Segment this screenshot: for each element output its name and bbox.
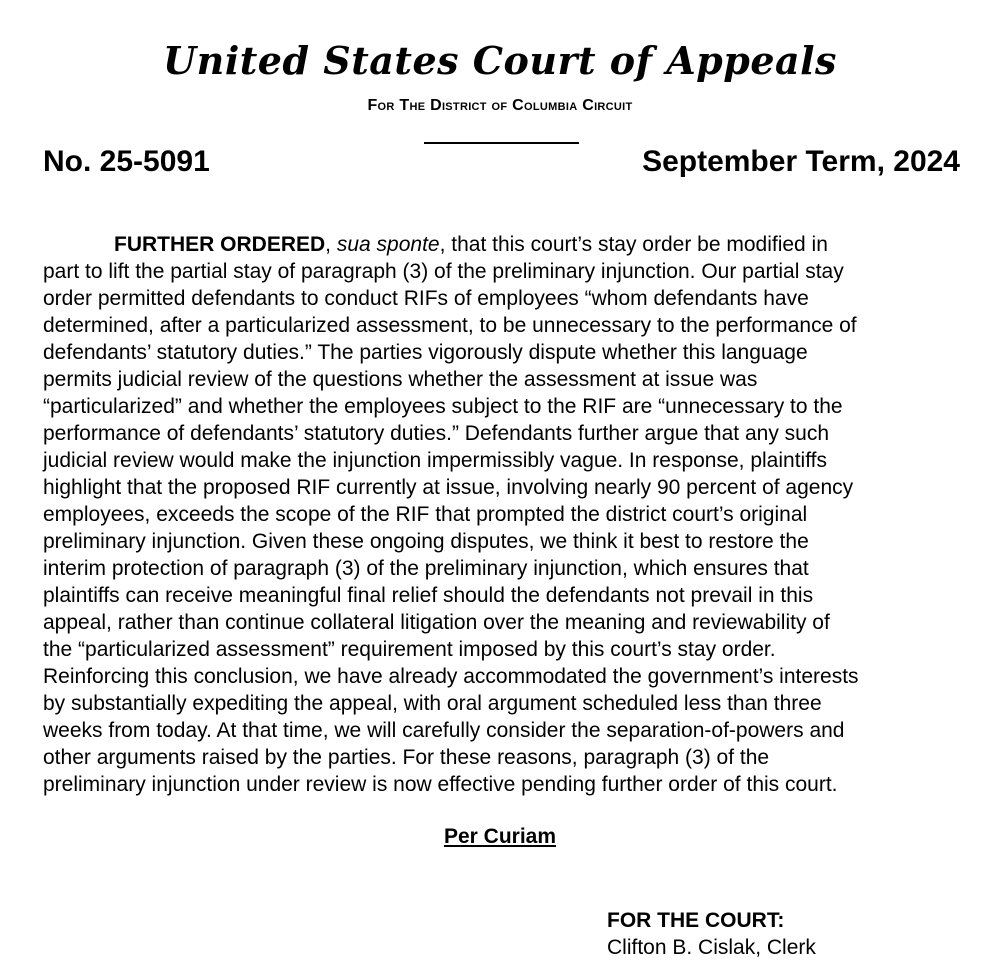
header-divider — [424, 142, 579, 144]
order-lead-comma: , — [325, 233, 337, 256]
order-line: appeal, rather than continue collateral litigation over the meaning and reviewability of — [43, 611, 830, 634]
order-line: preliminary injunction. Given these ongoing disputes, we think it best to restore the — [43, 530, 809, 553]
for-the-court-label: FOR THE COURT: — [607, 909, 785, 932]
order-line: other arguments raised by the parties. For these reasons, paragraph (3) of the — [43, 746, 770, 769]
order-line: employees, exceeds the scope of the RIF that prompted the district court’s original — [43, 503, 808, 526]
order-line: determined, after a particularized assessment, to be unnecessary to the performance of — [43, 314, 857, 337]
order-line: by substantially expediting the appeal, with oral argument scheduled less than three — [43, 692, 822, 715]
order-line — [43, 231, 968, 258]
court-term: September Term, 2024 — [642, 145, 960, 178]
case-number: No. 25-5091 — [43, 145, 210, 178]
court-name: United States Court of Appeals — [163, 38, 837, 83]
order-line: “particularized” and whether the employees subject to the RIF are “unnecessary to the — [43, 395, 843, 418]
order-line: Reinforcing this conclusion, we have already accommodated the government’s interests — [43, 665, 859, 688]
order-lead-italic: sua sponte — [336, 233, 440, 256]
circuit-name: For The District of Columbia Circuit — [367, 97, 633, 114]
order-line-text: , that this court’s stay order be modified in — [439, 233, 828, 256]
order-line: plaintiffs can receive meaningful final relief should the defendants not prevail in this — [43, 584, 814, 607]
order-line: permits judicial review of the questions whether the assessment at issue was — [43, 368, 758, 391]
order-body — [43, 231, 968, 798]
order-line: the “particularized assessment” requirement imposed by this court’s stay order. — [43, 638, 776, 661]
per-curiam-text: Per Curiam — [443, 825, 557, 848]
order-line: order permitted defendants to conduct RIFs of employees “whom defendants have — [43, 287, 809, 310]
clerk-signature: Clifton B. Cislak, Clerk — [607, 936, 816, 959]
order-line: weeks from today. At that time, we will carefully consider the separation-of-powers and — [43, 719, 845, 742]
order-line: defendants’ statutory duties.” The parties vigorously dispute whether this language — [43, 341, 808, 364]
order-line: performance of defendants’ statutory duties.” Defendants further argue that any such — [43, 422, 830, 445]
per-curiam-label — [0, 825, 1000, 849]
order-line: highlight that the proposed RIF currently at issue, involving nearly 90 percent of agency — [43, 476, 854, 499]
order-line: preliminary injunction under review is now effective pending further order of this court. — [43, 773, 838, 796]
order-lead-bold: FURTHER ORDERED — [114, 233, 326, 256]
order-line: judicial review would make the injunction impermissibly vague. In response, plaintiffs — [43, 449, 827, 472]
order-line: part to lift the partial stay of paragraph (3) of the preliminary injunction. Our partial stay — [43, 260, 844, 283]
order-line: interim protection of paragraph (3) of the preliminary injunction, which ensures that — [43, 557, 809, 580]
